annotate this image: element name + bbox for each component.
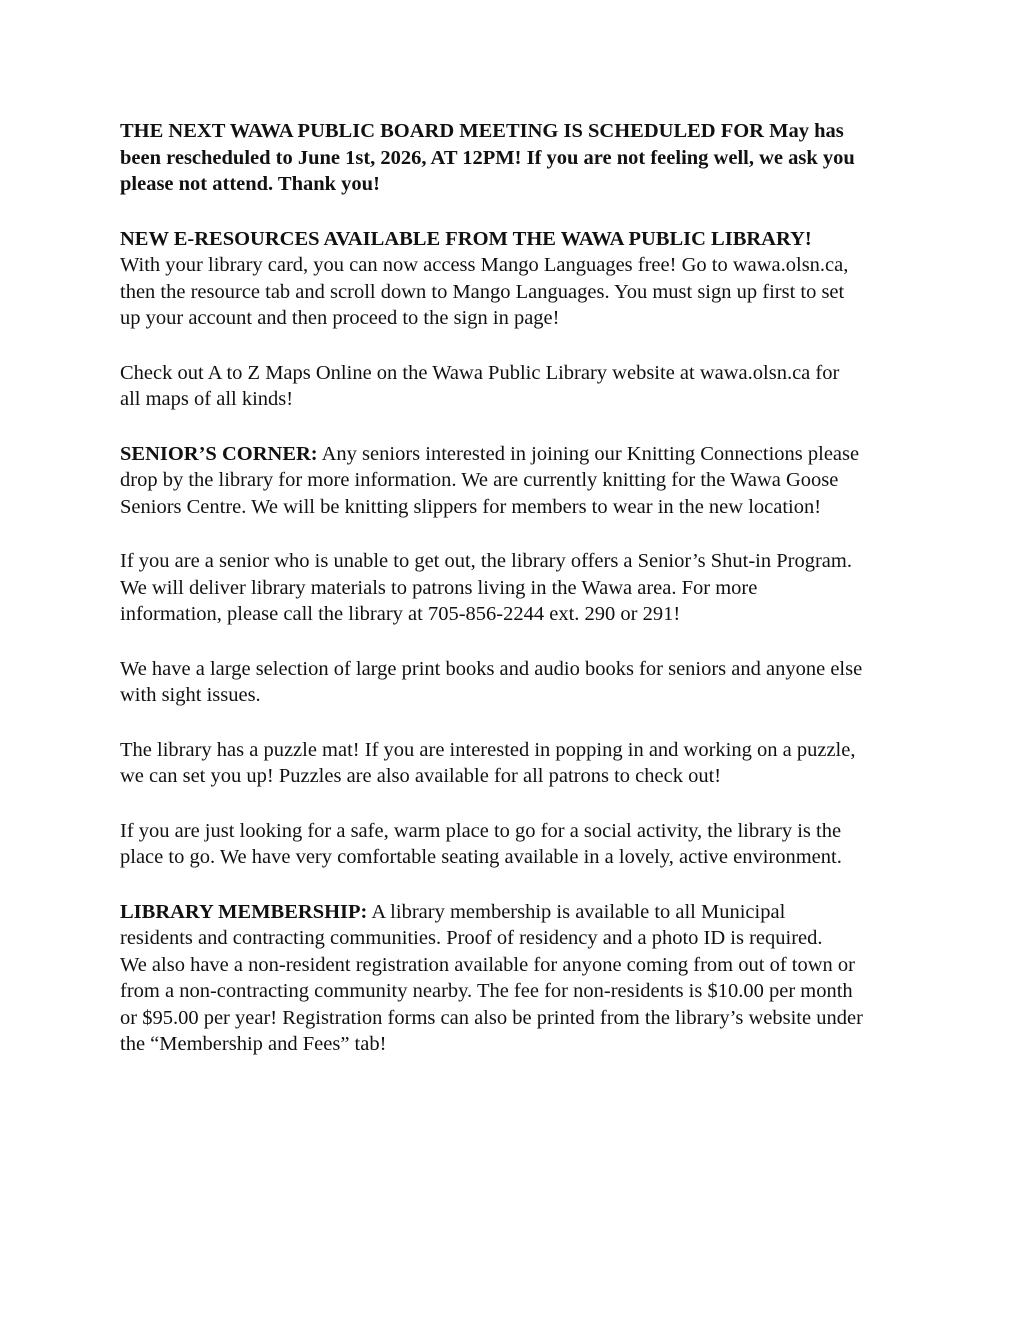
board-meeting-line: THE NEXT WAWA PUBLIC BOARD MEETING IS SCHEDULED FOR May has xyxy=(120,120,844,142)
e-resources-line: With your library card, you can now access Mango Languages free! Go to wawa.olsn.ca, xyxy=(120,254,849,276)
maps-line: all maps of all kinds! xyxy=(120,388,294,410)
board-meeting-line: please not attend. Thank you! xyxy=(120,173,380,195)
e-resources-line: up your account and then proceed to the sign in page! xyxy=(120,307,560,329)
large-print-notice xyxy=(120,656,980,709)
membership-line: or $95.00 per year! Registration forms can also be printed from the library’s website under xyxy=(120,1006,863,1029)
social-line: place to go. We have very comfortable seating available in a lovely, active environment. xyxy=(120,846,842,868)
puzzle-line: The library has a puzzle mat! If you are interested in popping in and working on a puzzle, xyxy=(120,738,856,761)
large-print-line: We have a large selection of large print books and audio books for seniors and anyone else xyxy=(120,657,863,680)
e-resources-heading: NEW E-RESOURCES AVAILABLE FROM THE WAWA PUBLIC LIBRARY! xyxy=(120,227,812,250)
shut-in-line: If you are a senior who is unable to get out, the library offers a Senior’s Shut-in Program. xyxy=(120,550,852,572)
membership-line: the “Membership and Fees” tab! xyxy=(120,1033,387,1055)
puzzle-line: we can set you up! Puzzles are also available for all patrons to check out! xyxy=(120,765,722,787)
shut-in-notice xyxy=(120,548,980,628)
e-resources-notice xyxy=(120,226,980,332)
membership-notice xyxy=(120,899,980,1058)
board-meeting-notice xyxy=(120,118,980,198)
seniors-corner-line: Seniors Centre. We will be knitting slippers for members to wear in the new location! xyxy=(120,495,822,518)
large-print-line: with sight issues. xyxy=(120,684,261,706)
membership-line: from a non-contracting community nearby. The fee for non-residents is $10.00 per month xyxy=(120,980,853,1002)
e-resources-line: then the resource tab and scroll down to Mango Languages. You must sign up first to set xyxy=(120,280,845,303)
puzzle-notice xyxy=(120,737,980,790)
shut-in-line: We will deliver library materials to patrons living in the Wawa area. For more xyxy=(120,576,758,599)
membership-line: We also have a non-resident registration available for anyone coming from out of town or xyxy=(120,953,855,976)
seniors-corner-first-line-text: Any seniors interested in joining our Knitting Connections please xyxy=(317,442,860,465)
membership-first-line-text: A library membership is available to all Municipal xyxy=(367,900,786,923)
membership-first-line xyxy=(120,899,980,926)
seniors-corner-first-line xyxy=(120,441,980,468)
maps-notice xyxy=(120,360,980,413)
shut-in-line: information, please call the library at 705-856-2244 ext. 290 or 291! xyxy=(120,603,681,625)
membership-heading: LIBRARY MEMBERSHIP: xyxy=(120,900,368,923)
seniors-corner-notice xyxy=(120,441,980,521)
board-meeting-line: been rescheduled to June 1st, 2026, AT 12PM! If you are not feeling well, we ask you xyxy=(120,146,855,169)
maps-line: Check out A to Z Maps Online on the Wawa Public Library website at wawa.olsn.ca for xyxy=(120,361,840,384)
social-line: If you are just looking for a safe, warm place to go for a social activity, the library is the xyxy=(120,819,842,842)
membership-line: residents and contracting communities. Proof of residency and a photo ID is required. xyxy=(120,927,823,949)
seniors-corner-line: drop by the library for more information. We are currently knitting for the Wawa Goose xyxy=(120,469,839,491)
document-page xyxy=(120,118,980,1085)
social-notice xyxy=(120,818,980,871)
seniors-corner-heading: SENIOR’S CORNER: xyxy=(120,442,318,465)
